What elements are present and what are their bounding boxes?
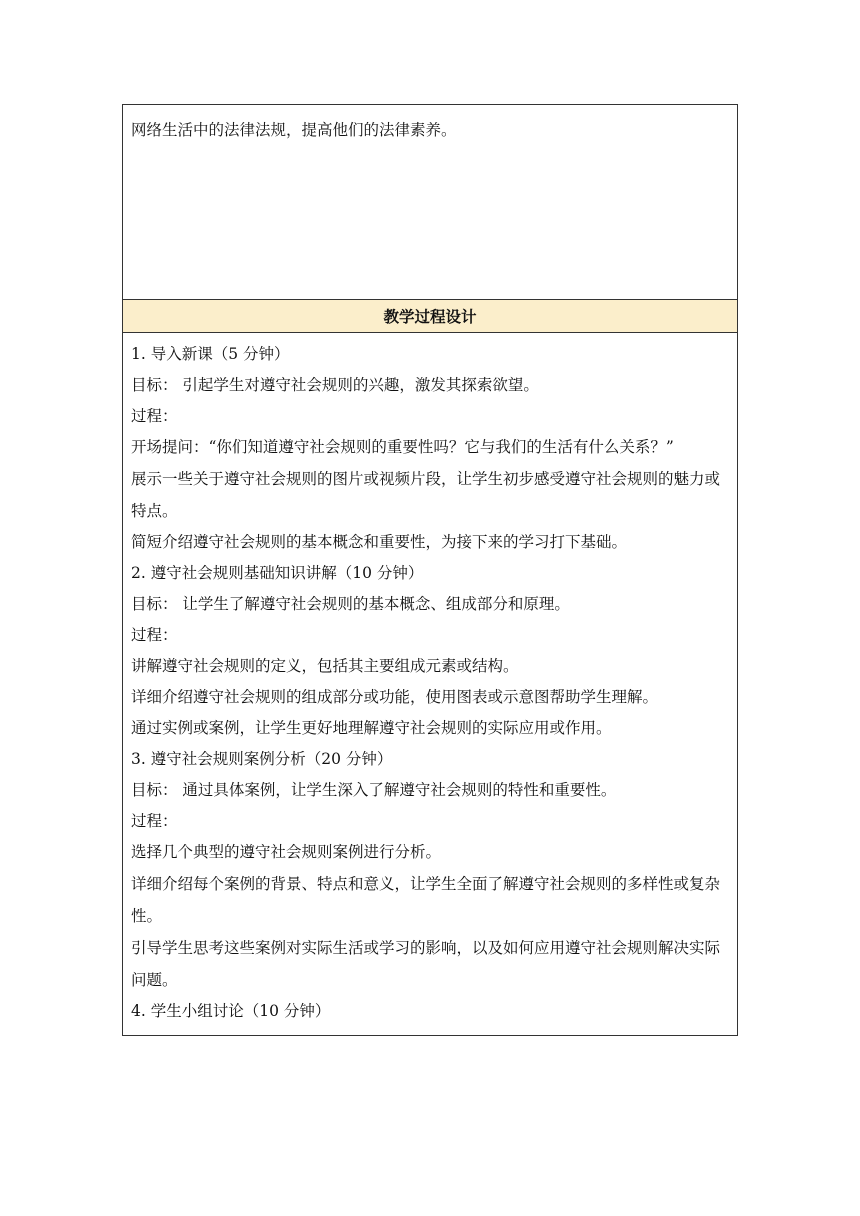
teaching-process-cell xyxy=(123,333,737,1035)
process-item: 选择几个典型的遵守社会规则案例进行分析。 xyxy=(131,843,442,861)
process-item: 详细介绍每个案例的背景、特点和意义，让学生全面了解遵守社会规则的多样性或复杂性。 xyxy=(131,875,721,925)
step-goal: 目标： 让学生了解遵守社会规则的基本概念、组成部分和原理。 xyxy=(131,595,570,613)
process-item: 通过实例或案例，让学生更好地理解遵守社会规则的实际应用或作用。 xyxy=(131,719,612,737)
section-header xyxy=(123,300,737,333)
lesson-plan-table xyxy=(122,104,738,1036)
step-goal: 目标： 引起学生对遵守社会规则的兴趣，激发其探索欲望。 xyxy=(131,376,539,394)
section-title: 教学过程设计 xyxy=(383,308,477,326)
objective-continuation-text: 网络生活中的法律法规，提高他们的法律素养。 xyxy=(131,121,457,139)
process-item: 引导学生思考这些案例对实际生活或学习的影响，以及如何应用遵守社会规则解决实际问题。 xyxy=(131,939,721,989)
step-heading: 1. 导入新课（5 分钟） xyxy=(131,345,290,363)
process-item: 简短介绍遵守社会规则的基本概念和重要性，为接下来的学习打下基础。 xyxy=(131,533,628,551)
step-heading: 4. 学生小组讨论（10 分钟） xyxy=(131,1002,331,1020)
step-process-label: 过程： xyxy=(131,812,178,830)
process-item: 讲解遵守社会规则的定义，包括其主要组成元素或结构。 xyxy=(131,657,519,675)
process-item: 开场提问：“你们知道遵守社会规则的重要性吗？它与我们的生活有什么关系？” xyxy=(131,438,674,456)
objective-continuation-cell xyxy=(123,105,737,300)
step-heading: 2. 遵守社会规则基础知识讲解（10 分钟） xyxy=(131,564,424,582)
step-heading: 3. 遵守社会规则案例分析（20 分钟） xyxy=(131,750,393,768)
step-goal: 目标： 通过具体案例，让学生深入了解遵守社会规则的特性和重要性。 xyxy=(131,781,617,799)
process-item: 展示一些关于遵守社会规则的图片或视频片段，让学生初步感受遵守社会规则的魅力或特点。 xyxy=(131,470,721,520)
step-process-label: 过程： xyxy=(131,407,178,425)
process-item: 详细介绍遵守社会规则的组成部分或功能，使用图表或示意图帮助学生理解。 xyxy=(131,688,659,706)
step-process-label: 过程： xyxy=(131,626,178,644)
